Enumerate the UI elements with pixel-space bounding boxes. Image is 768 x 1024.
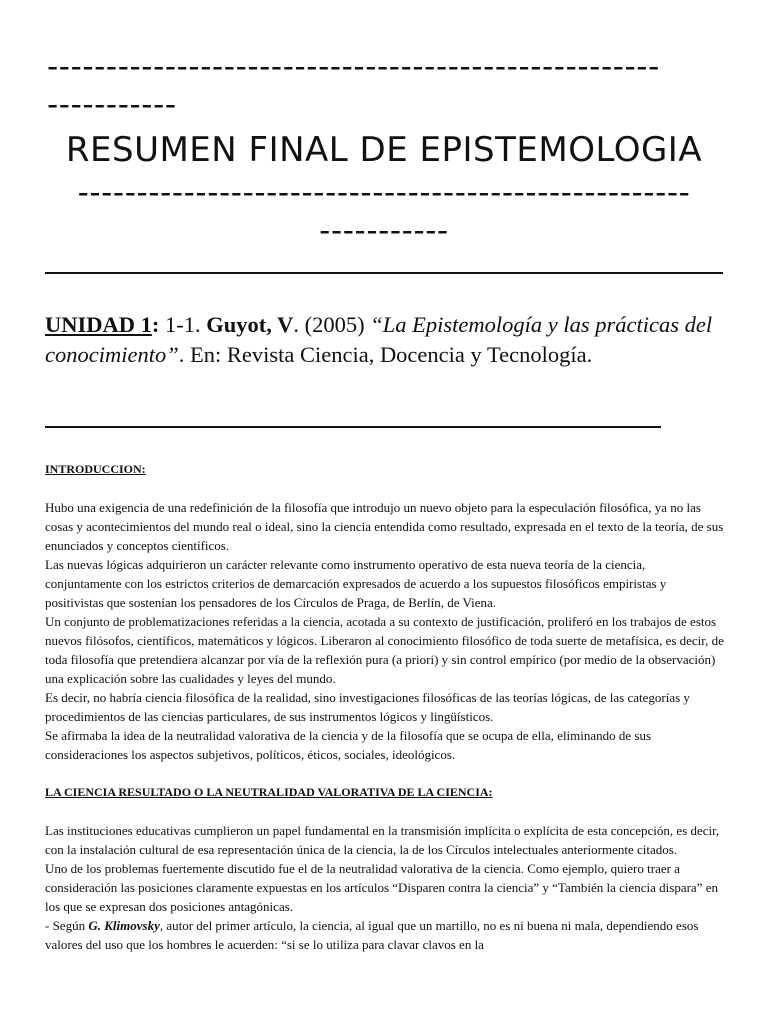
paragraph: Las nuevas lógicas adquirieron un carácter relevante como instrumento operativo de esta nueva teoría de la ciencia, conjuntamente con los estrictos criterios de demarcación expresados de acuerdo a los supuestos filosóficos empiristas y positivistas que sostenían los pensadores de los Círculos de Praga, de Berlín, de Viena.	[45, 557, 667, 610]
dash-separator-top-continued: -----------	[47, 87, 177, 123]
dash-separator-bottom: ----------------------------------------------------	[77, 175, 691, 211]
paragraph: Un conjunto de problematizaciones referidas a la ciencia, acotada a su contexto de justificación, proliferó en los trabajos de estos nuevos filósofos, científicos, matemáticos y lógicos. Liberaron al conocimiento filosófico de toda suerte de metafísica, es decir, de toda filosofía que pretendiera alcanzar por vía de la reflexión pura (a priori) y sin control empírico (por medio de la observación) una explicación sobre las cualidades y leyes del mundo.	[45, 614, 724, 686]
unit-work-title: “La Epistemología y las prácticas del conocimiento”	[45, 312, 713, 367]
unit-source: . En: Revista Ciencia, Docencia y Tecnología.	[178, 342, 593, 367]
unit-year: . (2005)	[293, 312, 371, 337]
unit-author: Guyot, V	[206, 312, 294, 337]
paragraph: Las instituciones educativas cumplieron un papel fundamental en la transmisión implícita o explícita de esta concepción, es decir, con la instalación cultural de esa representación única de la ciencia, la de los Círculos intelectuales anteriormente citados.	[45, 823, 720, 857]
paragraph-suffix: , autor del primer artículo, la ciencia, al igual que un martillo, no es ni buena ni mala, dependiendo esos valores del uso que los hombres le acuerden: “si se lo utiliza para clavar clavos en la	[45, 918, 699, 952]
document-title: RESUMEN FINAL DE EPISTEMOLOGIA	[65, 130, 703, 170]
unit-reference	[45, 310, 725, 370]
paragraph-prefix: - Según	[45, 918, 89, 933]
document-header	[0, 48, 768, 250]
paragraph-klimovsky	[45, 916, 725, 954]
section-heading-introduccion: INTRODUCCION:	[45, 462, 146, 476]
document-body	[45, 460, 725, 954]
horizontal-rule-short	[45, 426, 661, 428]
horizontal-rule	[45, 272, 723, 274]
dash-separator-top: ----------------------------------------------------	[47, 49, 660, 85]
section-heading-neutralidad: LA CIENCIA RESULTADO O LA NEUTRALIDAD VALORATIVA DE LA CIENCIA:	[45, 785, 493, 799]
dash-separator-bottom-continued: -----------	[319, 213, 449, 249]
unit-number: 1-1.	[159, 312, 207, 337]
paragraph: Es decir, no habría ciencia filosófica de la realidad, sino investigaciones filosóficas de las teorías lógicas, de las categorías y procedimientos de las ciencias particulares, de sus instrumentos lógicos y lingüísticos.	[45, 690, 690, 724]
paragraph: Hubo una exigencia de una redefinición de la filosofía que introdujo un nuevo objeto para la especulación filosófica, ya no las cosas y acontecimientos del mundo real o ideal, sino la ciencia entendida como resultado, expresada en el texto de la teoría, de sus enunciados y conceptos científicos.	[45, 500, 724, 553]
unit-label: UNIDAD 1	[45, 312, 152, 337]
paragraph: Se afirmaba la idea de la neutralidad valorativa de la ciencia y de la filosofía que se ocupa de ella, eliminando de sus consideraciones los aspectos subjetivos, políticos, éticos, sociales, ideológicos.	[45, 728, 652, 762]
author-name-klimovsky: G. Klimovsky	[88, 918, 160, 933]
unit-colon: :	[151, 312, 160, 337]
paragraph: Uno de los problemas fuertemente discutido fue el de la neutralidad valorativa de la ciencia. Como ejemplo, quiero traer a consideración las posiciones claramente expuestas en los artículos “Disparen contra la ciencia” y “También la ciencia dispara” en los que se expresan dos posiciones antagónicas.	[45, 861, 718, 914]
